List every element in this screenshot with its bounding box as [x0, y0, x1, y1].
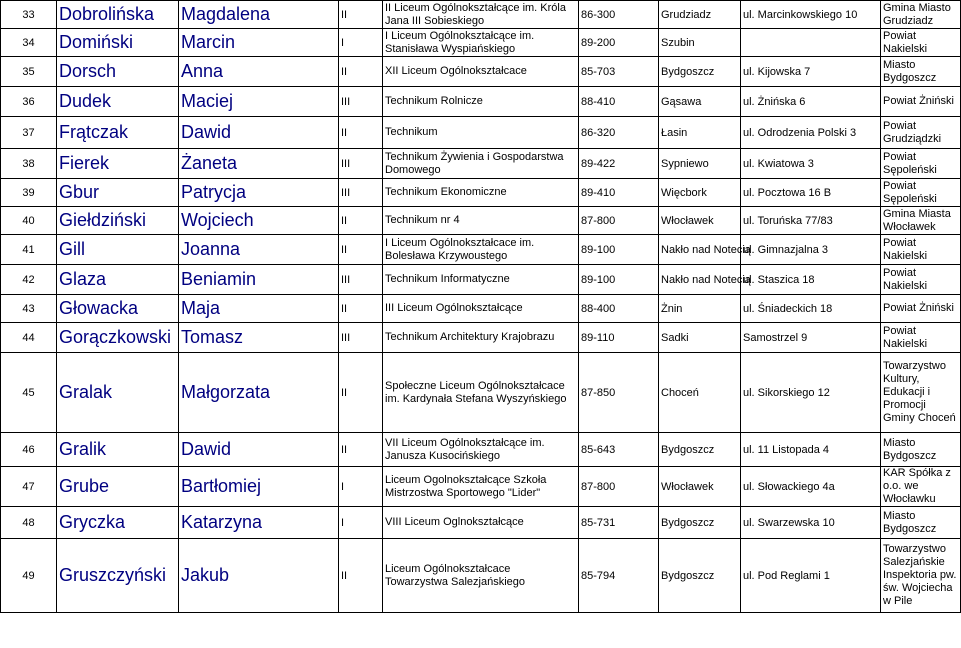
class-cell: III [339, 265, 383, 295]
school-cell: Technikum Architektury Krajobrazu [383, 323, 579, 353]
postal-code-cell: 88-410 [579, 87, 659, 117]
governing-body-cell: Towarzystwo Kultury, Edukacji i Promocji Gminy Choceń [881, 353, 961, 433]
table-row [1, 467, 961, 507]
city-cell: Szubin [659, 29, 741, 57]
class-cell: II [339, 295, 383, 323]
postal-code-cell: 85-794 [579, 539, 659, 613]
table-row [1, 179, 961, 207]
surname-cell: Dobrolińska [57, 1, 179, 29]
address-cell: ul. Gimnazjalna 3 [741, 235, 881, 265]
class-cell: I [339, 29, 383, 57]
class-cell: III [339, 87, 383, 117]
school-cell: Liceum Ogólnokształcace Towarzystwa Salezjańskiego [383, 539, 579, 613]
governing-body-cell: Miasto Bydgoszcz [881, 57, 961, 87]
first-name-cell: Katarzyna [179, 507, 339, 539]
table-row [1, 87, 961, 117]
first-name-cell: Beniamin [179, 265, 339, 295]
school-cell: I Liceum Ogólnokształcące im. Stanisława Wyspiańskiego [383, 29, 579, 57]
row-number-cell: 43 [1, 295, 57, 323]
governing-body-cell: KAR Spółka z o.o. we Włocławku [881, 467, 961, 507]
surname-cell: Glaza [57, 265, 179, 295]
city-cell: Nakło nad Notecią [659, 235, 741, 265]
school-cell: Technikum Ekonomiczne [383, 179, 579, 207]
city-cell: Włocławek [659, 467, 741, 507]
table-row [1, 235, 961, 265]
class-cell: III [339, 149, 383, 179]
governing-body-cell: Powiat Sępoleński [881, 149, 961, 179]
city-cell: Bydgoszcz [659, 57, 741, 87]
postal-code-cell: 88-400 [579, 295, 659, 323]
table-row [1, 295, 961, 323]
address-cell: ul. Kwiatowa 3 [741, 149, 881, 179]
first-name-cell: Małgorzata [179, 353, 339, 433]
table-row [1, 433, 961, 467]
governing-body-cell: Powiat Nakielski [881, 29, 961, 57]
address-cell: ul. Staszica 18 [741, 265, 881, 295]
postal-code-cell: 87-800 [579, 207, 659, 235]
first-name-cell: Wojciech [179, 207, 339, 235]
surname-cell: Gruszczyński [57, 539, 179, 613]
city-cell: Bydgoszcz [659, 539, 741, 613]
school-cell: Technikum Rolnicze [383, 87, 579, 117]
governing-body-cell: Towarzystwo Salezjańskie Inspektoria pw. św. Wojciecha w Pile [881, 539, 961, 613]
first-name-cell: Bartłomiej [179, 467, 339, 507]
class-cell: II [339, 57, 383, 87]
postal-code-cell: 89-110 [579, 323, 659, 353]
class-cell: II [339, 433, 383, 467]
table-row [1, 57, 961, 87]
table-row [1, 353, 961, 433]
postal-code-cell: 89-200 [579, 29, 659, 57]
class-cell: II [339, 353, 383, 433]
surname-cell: Gill [57, 235, 179, 265]
first-name-cell: Anna [179, 57, 339, 87]
row-number-cell: 47 [1, 467, 57, 507]
surname-cell: Frątczak [57, 117, 179, 149]
governing-body-cell: Powiat Żniński [881, 295, 961, 323]
school-cell: Technikum Żywienia i Gospodarstwa Domowego [383, 149, 579, 179]
first-name-cell: Maciej [179, 87, 339, 117]
postal-code-cell: 89-100 [579, 235, 659, 265]
postal-code-cell: 85-731 [579, 507, 659, 539]
postal-code-cell: 85-643 [579, 433, 659, 467]
table-row [1, 117, 961, 149]
table-row [1, 1, 961, 29]
postal-code-cell: 86-300 [579, 1, 659, 29]
row-number-cell: 45 [1, 353, 57, 433]
city-cell: Żnin [659, 295, 741, 323]
surname-cell: Gralik [57, 433, 179, 467]
table-row [1, 507, 961, 539]
governing-body-cell: Powiat Nakielski [881, 265, 961, 295]
row-number-cell: 42 [1, 265, 57, 295]
table-row [1, 207, 961, 235]
surname-cell: Fierek [57, 149, 179, 179]
row-number-cell: 35 [1, 57, 57, 87]
city-cell: Gąsawa [659, 87, 741, 117]
governing-body-cell: Gmina Miasto Grudziadz [881, 1, 961, 29]
school-cell: Technikum [383, 117, 579, 149]
city-cell: Grudziadz [659, 1, 741, 29]
city-cell: Sadki [659, 323, 741, 353]
school-cell: Technikum nr 4 [383, 207, 579, 235]
governing-body-cell: Powiat Nakielski [881, 235, 961, 265]
governing-body-cell: Miasto Bydgoszcz [881, 507, 961, 539]
table-row [1, 29, 961, 57]
postal-code-cell: 85-703 [579, 57, 659, 87]
row-number-cell: 38 [1, 149, 57, 179]
address-cell: ul. 11 Listopada 4 [741, 433, 881, 467]
postal-code-cell: 89-410 [579, 179, 659, 207]
table-body [1, 1, 961, 613]
address-cell: ul. Kijowska 7 [741, 57, 881, 87]
first-name-cell: Jakub [179, 539, 339, 613]
city-cell: Włocławek [659, 207, 741, 235]
address-cell: Samostrzel 9 [741, 323, 881, 353]
city-cell: Sypniewo [659, 149, 741, 179]
school-cell: III Liceum Ogólnokształcące [383, 295, 579, 323]
row-number-cell: 49 [1, 539, 57, 613]
city-cell: Nakło nad Notecią [659, 265, 741, 295]
surname-cell: Gbur [57, 179, 179, 207]
class-cell: II [339, 207, 383, 235]
row-number-cell: 41 [1, 235, 57, 265]
address-cell: ul. Toruńska 77/83 [741, 207, 881, 235]
class-cell: II [339, 539, 383, 613]
city-cell: Więcbork [659, 179, 741, 207]
class-cell: II [339, 235, 383, 265]
row-number-cell: 39 [1, 179, 57, 207]
address-cell: ul. Żnińska 6 [741, 87, 881, 117]
surname-cell: Dudek [57, 87, 179, 117]
first-name-cell: Magdalena [179, 1, 339, 29]
row-number-cell: 44 [1, 323, 57, 353]
first-name-cell: Żaneta [179, 149, 339, 179]
row-number-cell: 34 [1, 29, 57, 57]
first-name-cell: Patrycja [179, 179, 339, 207]
class-cell: I [339, 467, 383, 507]
first-name-cell: Dawid [179, 433, 339, 467]
school-cell: VII Liceum Ogólnokształcące im. Janusza Kusocińskiego [383, 433, 579, 467]
governing-body-cell: Powiat Żniński [881, 87, 961, 117]
postal-code-cell: 89-100 [579, 265, 659, 295]
postal-code-cell: 86-320 [579, 117, 659, 149]
surname-cell: Głowacka [57, 295, 179, 323]
governing-body-cell: Powiat Grudziądzki [881, 117, 961, 149]
governing-body-cell: Powiat Sępoleński [881, 179, 961, 207]
first-name-cell: Joanna [179, 235, 339, 265]
surname-cell: Domiński [57, 29, 179, 57]
address-cell [741, 29, 881, 57]
row-number-cell: 37 [1, 117, 57, 149]
class-cell: II [339, 1, 383, 29]
first-name-cell: Tomasz [179, 323, 339, 353]
address-cell: ul. Słowackiego 4a [741, 467, 881, 507]
city-cell: Choceń [659, 353, 741, 433]
address-cell: ul. Pocztowa 16 B [741, 179, 881, 207]
row-number-cell: 48 [1, 507, 57, 539]
address-cell: ul. Odrodzenia Polski 3 [741, 117, 881, 149]
school-cell: I Liceum Ogólnokształcace im. Bolesława Krzywoustego [383, 235, 579, 265]
table-row [1, 323, 961, 353]
class-cell: II [339, 117, 383, 149]
class-cell: III [339, 323, 383, 353]
school-cell: Społeczne Liceum Ogólnokształcace im. Kardynała Stefana Wyszyńskiego [383, 353, 579, 433]
address-cell: ul. Swarzewska 10 [741, 507, 881, 539]
surname-cell: Dorsch [57, 57, 179, 87]
postal-code-cell: 89-422 [579, 149, 659, 179]
row-number-cell: 46 [1, 433, 57, 467]
address-cell: ul. Marcinkowskiego 10 [741, 1, 881, 29]
address-cell: ul. Sikorskiego 12 [741, 353, 881, 433]
city-cell: Bydgoszcz [659, 433, 741, 467]
row-number-cell: 33 [1, 1, 57, 29]
governing-body-cell: Powiat Nakielski [881, 323, 961, 353]
address-cell: ul. Pod Reglami 1 [741, 539, 881, 613]
surname-cell: Gryczka [57, 507, 179, 539]
governing-body-cell: Miasto Bydgoszcz [881, 433, 961, 467]
school-cell: II Liceum Ogólnokształcące im. Króla Jana III Sobieskiego [383, 1, 579, 29]
surname-cell: Grube [57, 467, 179, 507]
first-name-cell: Maja [179, 295, 339, 323]
city-cell: Bydgoszcz [659, 507, 741, 539]
class-cell: III [339, 179, 383, 207]
school-cell: Liceum Ogolnokształcące Szkoła Mistrzostwa Sportowego "Lider" [383, 467, 579, 507]
table-row [1, 149, 961, 179]
city-cell: Łasin [659, 117, 741, 149]
school-cell: VIII Liceum Oglnokształcące [383, 507, 579, 539]
school-cell: XII Liceum Ogólnokształcace [383, 57, 579, 87]
postal-code-cell: 87-800 [579, 467, 659, 507]
row-number-cell: 36 [1, 87, 57, 117]
row-number-cell: 40 [1, 207, 57, 235]
school-cell: Technikum Informatyczne [383, 265, 579, 295]
surname-cell: Giełdziński [57, 207, 179, 235]
governing-body-cell: Gmina Miasta Włocławek [881, 207, 961, 235]
surname-cell: Gralak [57, 353, 179, 433]
postal-code-cell: 87-850 [579, 353, 659, 433]
table-row [1, 539, 961, 613]
first-name-cell: Marcin [179, 29, 339, 57]
surname-cell: Gorączkowski [57, 323, 179, 353]
address-cell: ul. Śniadeckich 18 [741, 295, 881, 323]
class-cell: I [339, 507, 383, 539]
table-row [1, 265, 961, 295]
first-name-cell: Dawid [179, 117, 339, 149]
